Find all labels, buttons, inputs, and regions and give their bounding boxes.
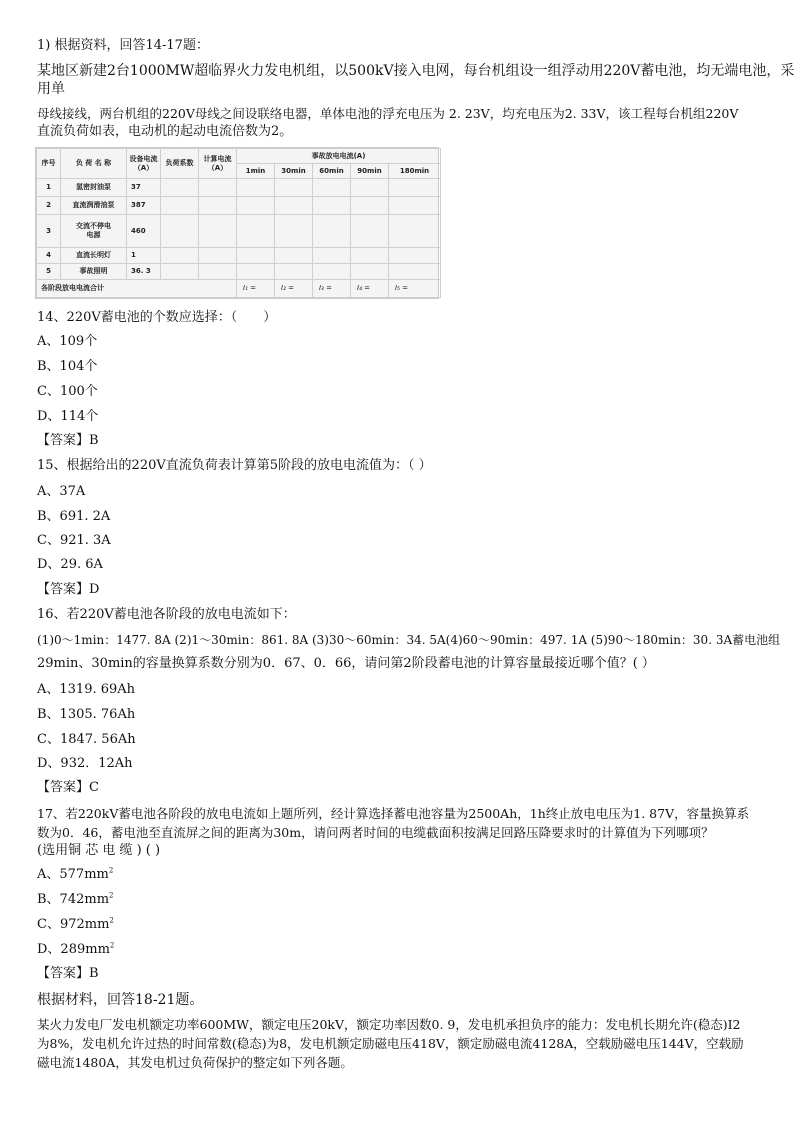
row-name: 交流不停电电源 — [61, 215, 127, 247]
q16-line-3: 29min、30min的容量换算系数分别为0．67、0．66，请问第2阶段蓄电池的计算容量最接近哪个值？( ） — [37, 656, 655, 671]
intro-line-4: 母线接线，两台机组的220V母线之间设联络电器，单体电池的浮充电压为 2. 23V，均充电压为2. 33V，该工程每台机组220V — [37, 106, 739, 121]
q16-line-2: (1)0～1min：1477. 8A (2)1～30min：861. 8A (3)30～60min：34. 5A(4)60～90min：497. 1A (5)90～180min：30. 3A蓄电池组 — [37, 633, 781, 647]
outro-line-2: 某火力发电厂发电机额定功率600MW，额定电压20kV，额定功率因数0. 9，发电机承担负序的能力：发电机长期允许(稳态)I2 — [37, 1017, 741, 1032]
dc-load-table — [35, 147, 439, 299]
table-row — [37, 263, 441, 279]
q15-option-c: C、921. 3A — [37, 533, 111, 548]
q16-option-b: B、1305. 76Ah — [37, 707, 136, 722]
intro-line-5: 直流负荷如表，电动机的起动电流倍数为2。 — [37, 124, 293, 139]
q17-option-a-text: A、577mm — [37, 867, 109, 882]
row-current: 37 — [127, 179, 161, 197]
row-name: 氢密封油泵 — [61, 179, 127, 197]
table-row — [37, 179, 441, 197]
header-period: 1min — [237, 164, 275, 179]
header-period: 180min — [389, 164, 441, 179]
unit-superscript: 2 — [109, 941, 115, 950]
row-name: 直流润滑油泵 — [61, 197, 127, 215]
total-value: I₂ = — [275, 279, 313, 297]
outro-line-3: 为8%，发电机允许过热的时间常数(稳态)为8，发电机额定励磁电压418V，额定励磁电流4128A，空载励磁电压144V，空载励 — [37, 1036, 744, 1051]
header-no: 序号 — [37, 149, 61, 179]
q15-option-d: D、29. 6A — [37, 557, 103, 572]
header-period: 30min — [275, 164, 313, 179]
q16-stem: 16、若220V蓄电池各阶段的放电电流如下： — [37, 607, 296, 622]
q16-option-c: C、1847. 56Ah — [37, 732, 136, 747]
q17-option-d-text: D、289mm — [37, 942, 110, 957]
total-value: I₄ = — [351, 279, 389, 297]
row-current: 36. 3 — [127, 263, 161, 279]
q17-option-d — [37, 942, 114, 958]
total-label: 各阶段放电电流合计 — [37, 279, 237, 297]
header-period: 90min — [351, 164, 389, 179]
row-current: 1 — [127, 247, 161, 263]
q17-option-c — [37, 917, 114, 933]
q15-answer: 【答案】D — [37, 582, 100, 597]
row-no: 2 — [37, 197, 61, 215]
total-value: I₃ = — [313, 279, 351, 297]
intro-line-2: 某地区新建2台1000MW超临界火力发电机组，以500kV接入电网，每台机组设一组浮动用220V蓄电池，均无端电池，采 — [37, 63, 794, 79]
q17-line-2: 数为0．46，蓄电池至直流屏之间的距离为30m，请问两者时间的电缆截面积按满足回路压降要求时的计算值为下列哪项？ — [37, 825, 714, 840]
q14-option-b: B、104个 — [37, 359, 98, 374]
header-calc-current: 计算电流（A） — [199, 149, 237, 179]
q15-option-b: B、691. 2A — [37, 509, 111, 524]
outro-line-1: 根据材料，回答18-21题。 — [37, 992, 204, 1008]
row-name: 直流长明灯 — [61, 247, 127, 263]
header-device-current: 设备电流（A） — [127, 149, 161, 179]
q17-line-3: (选用铜 芯 电 缆 ) ( ) — [37, 843, 161, 858]
table-row — [37, 215, 441, 247]
header-period: 60min — [313, 164, 351, 179]
header-discharge-group: 事故放电电流(A) — [237, 149, 441, 164]
q16-answer: 【答案】C — [37, 780, 99, 795]
q17-option-b-text: B、742mm — [37, 892, 110, 907]
q17-option-b — [37, 892, 114, 908]
q15-option-a: A、37A — [37, 484, 86, 499]
table-total-row — [37, 279, 441, 297]
q14-answer: 【答案】B — [37, 433, 99, 448]
table-row — [37, 247, 441, 263]
intro-line-3: 用单 — [37, 81, 65, 97]
row-no: 4 — [37, 247, 61, 263]
q17-line-1: 17、若220kV蓄电池各阶段的放电电流如上题所列，经计算选择蓄电池容量为2500Ah，1h终止放电电压为1. 87V，容量换算系 — [37, 806, 750, 821]
unit-superscript: 2 — [109, 891, 114, 900]
q14-stem: 14、220V蓄电池的个数应选择：（ ） — [37, 310, 277, 325]
q14-option-c: C、100个 — [37, 384, 98, 399]
outro-line-4: 磁电流1480A，其发电机过负荷保护的整定如下列各题。 — [37, 1055, 353, 1070]
row-current: 460 — [127, 215, 161, 247]
q17-answer: 【答案】B — [37, 966, 99, 981]
intro-line-1: 1) 根据资料，回答14-17题： — [37, 38, 209, 53]
q14-option-d: D、114个 — [37, 409, 99, 424]
row-no: 1 — [37, 179, 61, 197]
total-value: I₁ = — [237, 279, 275, 297]
unit-superscript: 2 — [108, 866, 114, 875]
table-row — [37, 197, 441, 215]
row-current: 387 — [127, 197, 161, 215]
row-no: 5 — [37, 263, 61, 279]
q15-stem: 15、根据给出的220V直流负荷表计算第5阶段的放电电流值为：（ ） — [37, 458, 432, 473]
q16-option-d: D、932．12Ah — [37, 756, 133, 771]
header-name: 负 荷 名 称 — [61, 149, 127, 179]
row-name: 事故照明 — [61, 263, 127, 279]
q16-option-a: A、1319. 69Ah — [37, 682, 136, 697]
unit-superscript: 2 — [109, 916, 114, 925]
row-no: 3 — [37, 215, 61, 247]
q17-option-a — [37, 867, 113, 883]
q17-option-c-text: C、972mm — [37, 917, 110, 932]
q14-option-a: A、109个 — [37, 334, 98, 349]
header-load-factor: 负荷系数 — [161, 149, 199, 179]
total-value: I₅ = — [389, 279, 441, 297]
